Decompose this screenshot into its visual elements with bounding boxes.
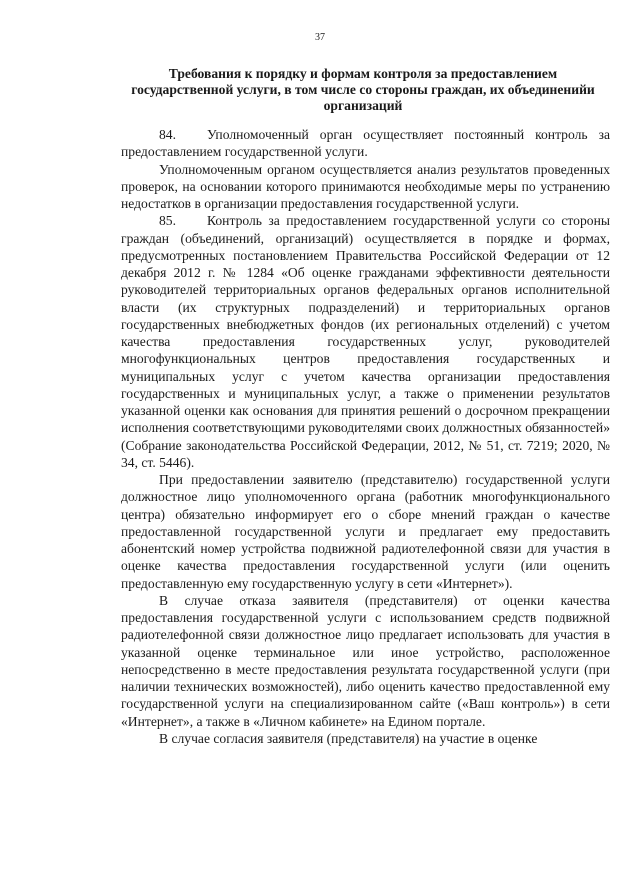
paragraph-text: Контроль за предоставлением государственной услуги со стороны граждан (объединений, организаций) осуществляется в порядке и формах, предусмотренных постановлением Правительства Российской Федерации от 12 декабря 2012 г. № 1284 «Об оценке гражданами эффективности деятельности руководителей территориальных органов федеральных органов исполнительной власти (их структурных подразделений) и территориальных органов государственных внебюджетных фондов (их региональных отделений) с учетом качества предоставления государственных услуг, руководителей многофункциональных центров предоставления государственных и муниципальных услуг с учетом качества организации предоставления государственных и муниципальных услуг, а также о применении результатов указанной оценки как основания для принятия решений о досрочном прекращении исполнения соответствующими руководителями своих должностных обязанностей» (Собрание законодательства Российской Федерации, 2012, № 51, ст. 7219; 2020, № 34, ст. 5446).: [121, 213, 610, 470]
paragraph: [121, 592, 610, 730]
paragraph-number: 85.: [159, 213, 176, 229]
page-number: 37: [315, 32, 325, 43]
paragraph-84: [121, 126, 610, 161]
paragraph: [121, 730, 610, 747]
document-body: [121, 126, 610, 747]
paragraph-text: В случае согласия заявителя (представителя) на участие в оценке: [159, 730, 538, 746]
paragraph-text: Уполномоченный орган осуществляет постоянный контроль за предоставлением государственной услуги.: [121, 127, 610, 160]
paragraph: [121, 161, 610, 213]
paragraph-text: При предоставлении заявителю (представителю) государственной услуги должностное лицо уполномоченного органа (работник многофункционального центра) обязательно информирует его о сборе мнений граждан о качестве предоставленной государственной услуги и предлагает ему предоставить абонентский номер устройства подвижной радиотелефонной связи для участия в оценке качества предоставления государственной услуги (или оценить предоставленную ему государственную услугу в сети «Интернет»).: [121, 472, 610, 591]
paragraph-text: Уполномоченным органом осуществляется анализ результатов проведенных проверок, на основании которого принимаются необходимые меры по устранению недостатков в организации предоставления государственной услуги.: [121, 161, 610, 211]
paragraph: [121, 471, 610, 592]
paragraph-text: В случае отказа заявителя (представителя) от оценки качества предоставления государственной услуги с использованием средств подвижной радиотелефонной связи должностное лицо предлагает использовать для участия в указанной оценке терминальное или иное устройство, расположенное непосредственно в месте предоставления результата государственной услуги (при наличии технических возможностей), либо оценить качество предоставленной ему государственной услуги на специализированном сайте («Ваш контроль») в сети «Интернет», а также в «Личном кабинете» на Едином портале.: [121, 592, 610, 729]
paragraph-number: 84.: [159, 127, 176, 142]
section-heading: Требования к порядку и формам контроля за предоставлением государственной услуги, в том числе со стороны граждан, их объединенийи организаций: [131, 66, 595, 113]
paragraph-85: [121, 212, 610, 471]
